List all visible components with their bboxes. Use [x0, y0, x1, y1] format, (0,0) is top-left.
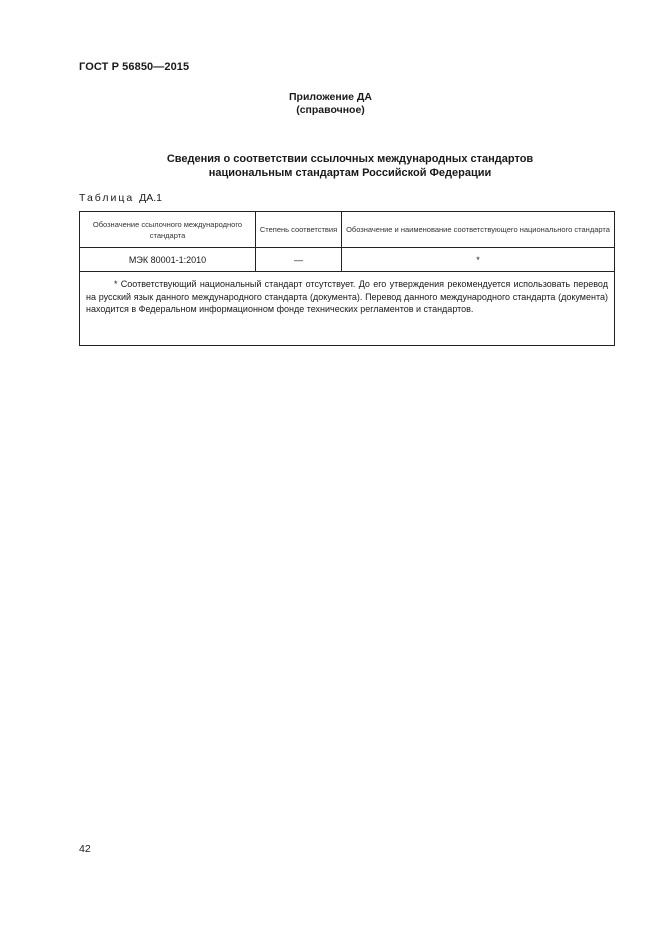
cell-national-standard: * [342, 248, 615, 272]
annex-type: (справочное) [296, 104, 365, 116]
table-footnote [80, 272, 615, 346]
cell-reference-standard: МЭК 80001-1:2010 [80, 248, 256, 272]
table-label-word: Таблица [79, 192, 135, 204]
annex-title [0, 152, 661, 180]
annex-heading [0, 91, 661, 117]
footnote-text: * Соответствующий национальный стандарт отсутствует. До его утверждения рекомендуется использовать перевод на русский язык данного международного стандарта (документа). Перевод данного международного стандарта (документа) находится в Федеральном информационном фонде технических регламентов и стандартов. [86, 279, 608, 314]
column-header-reference-standard: Обозначение ссылочного международного стандарта [80, 212, 256, 248]
annex-title-line-2: национальным стандартам Российской Федерации [208, 167, 492, 179]
table-row [80, 248, 615, 272]
annex-title-line-1: Сведения о соответствии ссылочных международных стандартов [166, 153, 534, 165]
column-header-national-standard: Обозначение и наименование соответствующего национального стандарта [342, 212, 615, 248]
column-header-conformity-degree: Степень соответствия [256, 212, 342, 248]
correspondence-table [79, 211, 615, 346]
table-label-number: ДА.1 [139, 192, 162, 204]
table-footnote-row [80, 272, 615, 346]
document-code: ГОСТ Р 56850—2015 [79, 61, 190, 73]
page-number: 42 [79, 843, 91, 855]
cell-conformity-degree: — [256, 248, 342, 272]
table-label [79, 192, 162, 204]
annex-label: Приложение ДА [289, 91, 372, 103]
table-header-row [80, 212, 615, 248]
